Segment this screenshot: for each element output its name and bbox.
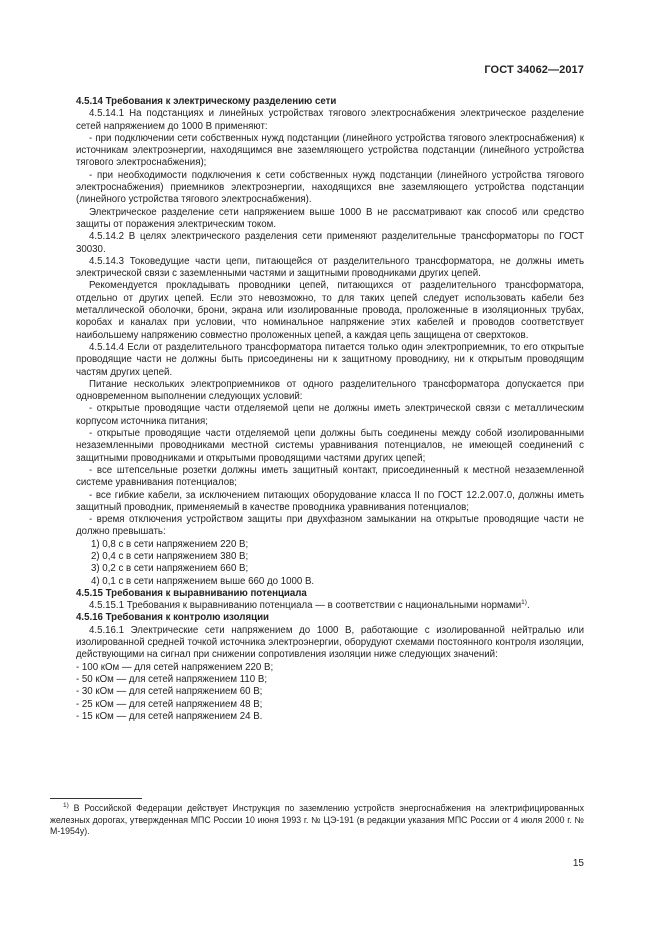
list-item: - 50 кОм — для сетей напряжением 110 В; [76, 673, 268, 685]
paragraph-end: . [526, 600, 530, 612]
numbered-item: 4) 0,1 с в сети напряжением выше 660 до 1000 В. [91, 575, 315, 587]
list-item: - при подключении сети собственных нужд подстанции (линейного устройства тягового электроснабжения) к источникам электроэнергии, находящимся вне заземляющего устройства подстанции (линейного устройства тягового электроснабжения); [76, 132, 584, 169]
list-item: - 25 кОм — для сетей напряжением 48 В; [76, 698, 263, 710]
paragraph: 4.5.14.4 Если от разделительного трансформатора питается только один электроприемник, то его открытые проводящие части не должны быть присоединены ни к защитному проводнику, ни к открытым проводящим частям других цепей. [76, 341, 584, 378]
numbered-item: 1) 0,8 с в сети напряжением 220 В; [91, 538, 249, 550]
paragraph-text: 4.5.15.1 Требования к выравниванию потенциала — в соответствии с национальными нормами [89, 600, 522, 612]
paragraph: 4.5.14.1 На подстанциях и линейных устройствах тягового электроснабжения электрическое разделение сетей напряжением до 1000 В применяют: [76, 108, 584, 132]
numbered-item: 3) 0,2 с в сети напряжением 660 В; [91, 563, 249, 575]
paragraph: 4.5.14.2 В целях электрического разделения сети применяют разделительные трансформаторы по ГОСТ 30030. [76, 231, 584, 255]
section-heading-4-5-15: 4.5.15 Требования к выравниванию потенциала [76, 587, 307, 599]
footnote-mark: 1) [63, 802, 69, 810]
footnote-text [50, 803, 584, 838]
list-item: - при необходимости подключения к сети собственных нужд подстанции (линейного устройства тягового электроснабжения) приемников электроэнергии, находящихся вне заземляющего устройства подстанции (линейного устройства тягового электроснабжения). [76, 169, 584, 206]
section-heading-4-5-14: 4.5.14 Требования к электрическому разделению сети [76, 96, 337, 107]
list-item: - открытые проводящие части отделяемой цепи должны быть соединены между собой изолированными незаземленными проводниками местной системы уравнивания потенциалов, не имеющей соединений с защитными проводниками и открытыми проводящими частями других цепей; [76, 428, 584, 464]
list-item: - 100 кОм — для сетей напряжением 220 В; [76, 661, 274, 673]
section-heading-4-5-16: 4.5.16 Требования к контролю изоляции [76, 612, 269, 624]
document-code-header: ГОСТ 34062—2017 [484, 64, 584, 76]
list-item: - 15 кОм — для сетей напряжением 24 В. [76, 710, 263, 722]
page-number: 15 [572, 858, 584, 869]
main-body [76, 96, 584, 723]
list-item: - время отключения устройством защиты при двухфазном замыкании на открытые проводящие части не должно превышать: [76, 514, 584, 538]
paragraph: Рекомендуется прокладывать проводники цепей, питающихся от разделительного трансформатора, отдельно от других цепей. Если это невозможно, то для таких цепей следует использовать кабели без металлической оболочки, брони, экрана или изолированные провода, проложенные в изоляционных трубах, коробах и каналах при условии, что номинальное напряжение этих кабелей и проводов соответствует наибольшему напряжению совместно проложенных цепей, а каждая цепь защищена от сверхтоков. [76, 280, 584, 341]
footnote-reference[interactable]: 1) [521, 598, 527, 606]
footnote [50, 803, 584, 838]
list-item: - открытые проводящие части отделяемой цепи не должны иметь электрической связи с металлическим корпусом источника питания; [76, 403, 584, 427]
paragraph: 4.5.16.1 Электрические сети напряжением до 1000 В, работающие с изолированной нейтралью или изолированной средней точкой источника электроэнергии, оборудуют схемами постоянного контроля изоляции, действующими на сигнал при снижении сопротивления изоляции ниже следующих значений: [76, 624, 584, 661]
paragraph: 4.5.14.3 Токоведущие части цепи, питающейся от разделительного трансформатора, не должны иметь электрической связи с заземленными частями и защитными проводниками других цепей. [76, 255, 584, 280]
footnote-divider [50, 798, 142, 799]
paragraph [76, 600, 584, 612]
paragraph: Электрическое разделение сети напряжением выше 1000 В не рассматривают как способ или средство защиты от поражения электрическим током. [76, 206, 584, 230]
footnote-body: В Российской Федерации действует Инструкция по заземлению устройств энергоснабжения на электрифицированных железных дорогах, утвержденная МПС России 10 июня 1993 г. № ЦЭ-191 (в редакции указания МПС России от 4 июля 2000 г. № М-1954у). [50, 803, 584, 837]
list-item: - 30 кОм — для сетей напряжением 60 В; [76, 686, 263, 698]
numbered-item: 2) 0,4 с в сети напряжением 380 В; [91, 550, 249, 562]
list-item: - все гибкие кабели, за исключением питающих оборудование класса II по ГОСТ 12.2.007.0, должны иметь защитный проводник, применяемый в качестве проводника уравнивания потенциалов; [76, 489, 584, 513]
paragraph: Питание нескольких электроприемников от одного разделительного трансформатора допускается при одновременном выполнении следующих условий: [76, 378, 584, 403]
list-item: - все штепсельные розетки должны иметь защитный контакт, присоединенный к местной незаземленной системе уравнивания потенциалов; [76, 464, 584, 489]
